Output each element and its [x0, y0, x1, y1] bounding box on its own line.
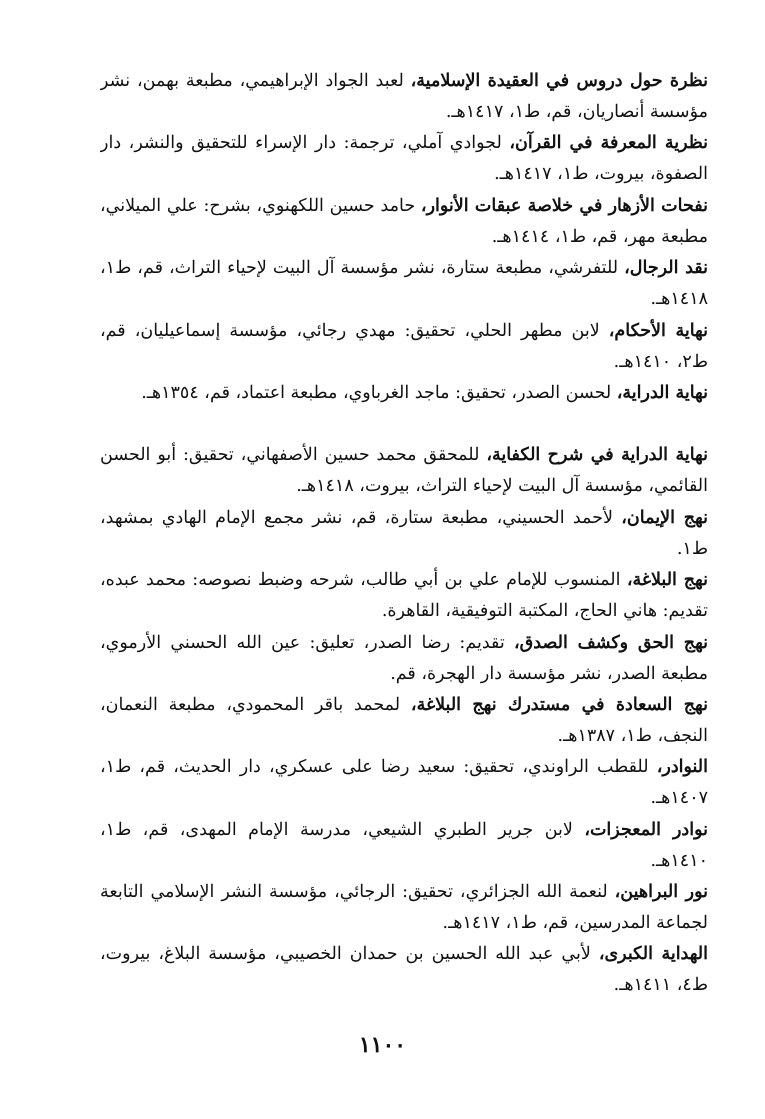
entry-title: نور البراهين، — [614, 882, 708, 903]
bibliography-entry — [100, 565, 710, 627]
bibliography-entry — [100, 690, 710, 752]
entry-title: نهاية الدراية، — [616, 382, 708, 403]
bibliography-entry — [100, 316, 710, 378]
entry-title: نهاية الدراية في شرح الكفاية، — [486, 445, 708, 466]
entry-title: نقد الرجال، — [624, 258, 708, 279]
bibliography-entry — [100, 253, 710, 315]
bibliography-entry — [100, 939, 710, 1001]
entry-details: للقطب الراوندي، تحقيق: سعيد رضا على عسكري، دار الحديث، قم، ط١، ١٤٠٧هـ. — [100, 757, 708, 809]
entry-details: لابن جرير الطبري الشيعي، مدرسة الإمام المهدى، قم، ط١، ١٤١٠هـ. — [100, 819, 708, 871]
entry-details: للمحقق محمد حسين الأصفهاني، تحقيق: أبو الحسن القائمي، مؤسسة آل البيت لإحياء التراث، بيروت، ١٤١٨هـ. — [100, 445, 708, 497]
bibliography-entry — [100, 66, 710, 128]
entry-title: نوادر المعجزات، — [584, 819, 708, 840]
bibliography-entry — [100, 128, 710, 190]
entry-title: نهج السعادة في مستدرك نهج البلاغة، — [410, 694, 708, 715]
entry-title: نهج الإيمان، — [621, 507, 708, 528]
entry-details: للتفرشي، مطبعة ستارة، نشر مؤسسة آل البيت لإحياء التراث، قم، ط١، ١٤١٨هـ. — [100, 258, 708, 310]
bibliography-entry — [100, 503, 710, 565]
entry-details: لجوادي آملي، ترجمة: دار الإسراء للتحقيق والنشر، دار الصفوة، بيروت، ط١، ١٤١٧هـ. — [100, 133, 708, 185]
entry-details: لعبد الجواد الإبراهيمي، مطبعة بهمن، نشر مؤسسة أنصاريان، قم، ط١، ١٤١٧هـ. — [100, 71, 708, 122]
bibliography-entry — [100, 378, 710, 440]
entry-title: نهج الحق وكشف الصدق، — [514, 632, 709, 653]
entry-title: الهداية الكبرى، — [598, 944, 709, 965]
bibliography-entry — [100, 877, 710, 939]
entry-details: لأحمد الحسيني، مطبعة ستارة، قم، نشر مجمع الإمام الهادي بمشهد، ط١. — [100, 507, 708, 559]
entry-title: النوادر، — [656, 757, 708, 778]
bibliography-entry — [100, 628, 710, 690]
entry-details: حامد حسين اللكهنوي، بشرح: علي الميلاني، مطبعة مهر، قم، ط١، ١٤١٤هـ. — [100, 195, 708, 247]
entry-details: لأبي عبد الله الحسين بن حمدان الخصيبي، مؤسسة البلاغ، بيروت، ط٤، ١٤١١هـ. — [100, 944, 708, 996]
entry-title: نهاية الأحكام، — [608, 320, 708, 341]
bibliography-entry — [100, 815, 710, 877]
entry-details: لابن مطهر الحلي، تحقيق: مهدي رجائي، مؤسسة إسماعيليان، قم، ط٢، ١٤١٠هـ. — [100, 320, 708, 372]
bibliography-entry — [100, 752, 710, 814]
entry-details: المنسوب للإمام علي بن أبي طالب، شرحه وضبط نصوصه: محمد عبده، تقديم: هاني الحاج، المكتبة التوفيقية، القاهرة. — [100, 570, 708, 622]
entry-title: نظرة حول دروس في العقيدة الإسلامية، — [410, 71, 708, 91]
entry-title: نظرية المعرفة في القرآن، — [509, 133, 708, 154]
bibliography-entry — [100, 440, 710, 502]
entry-details: لنعمة الله الجزائري، تحقيق: الرجائي، مؤسسة النشر الإسلامي التابعة لجماعة المدرسين، قم، ط١، ١٤١٧هـ. — [100, 882, 708, 934]
entry-title: نفحات الأزهار في خلاصة عبقات الأنوار، — [420, 195, 708, 216]
bibliography-entry — [100, 191, 710, 253]
bibliography-list — [100, 66, 710, 1002]
entry-details: تقديم: رضا الصدر، تعليق: عين الله الحسني الأرموي، مطبعة الصدر، نشر مؤسسة دار الهجرة، قم. — [100, 632, 708, 684]
page-number: ١١٠٠ — [358, 1032, 407, 1058]
entry-details: لحسن الصدر، تحقيق: ماجد الغرباوي، مطبعة اعتماد، قم، ١٣٥٤هـ. — [141, 382, 617, 403]
entry-title: نهج البلاغة، — [626, 570, 708, 591]
entry-details: لمحمد باقر المحمودي، مطبعة النعمان، النجف، ط١، ١٣٨٧هـ. — [100, 694, 708, 746]
